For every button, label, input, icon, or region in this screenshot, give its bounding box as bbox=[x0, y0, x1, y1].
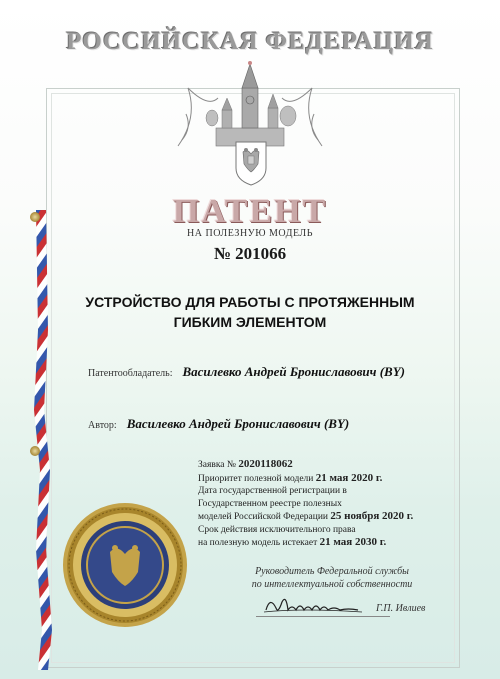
priority-label: Приоритет полезной модели bbox=[198, 473, 314, 484]
holder-row bbox=[88, 363, 405, 381]
author-label: Автор: bbox=[88, 420, 117, 431]
registration-block bbox=[198, 458, 458, 550]
patent-heading: ПАТЕНТ bbox=[172, 193, 328, 230]
reg-line-3: моделей Российской Федерации bbox=[198, 512, 329, 522]
reg-date-row bbox=[198, 510, 458, 524]
signer-role-line-2: по интеллектуальной собственности bbox=[251, 579, 413, 590]
reg-line-1: Дата государственной регистрации в bbox=[198, 486, 347, 496]
holder-value: Василевко Андрей Брониславович (BY) bbox=[182, 364, 406, 379]
priority-row bbox=[198, 472, 458, 486]
application-row bbox=[198, 458, 458, 472]
term-line-2: на полезную модель истекает bbox=[198, 538, 318, 548]
patent-number: № 201066 bbox=[213, 244, 287, 263]
application-label: Заявка № bbox=[198, 460, 236, 470]
invention-title-line-2: ГИБКИМ ЭЛЕМЕНТОМ bbox=[173, 314, 327, 330]
reg-line-2: Государственном реестре полезных bbox=[198, 498, 342, 509]
official-seal-icon bbox=[60, 500, 190, 630]
signature-line bbox=[256, 616, 390, 617]
country-heading: РОССИЙСКАЯ ФЕДЕРАЦИЯ bbox=[66, 28, 434, 55]
registration-date: 25 ноября 2020 г. bbox=[330, 510, 414, 522]
grommet-bottom bbox=[30, 446, 40, 456]
holder-label: Патентообладатель: bbox=[88, 368, 173, 379]
term-row bbox=[198, 536, 458, 550]
signer-role bbox=[232, 565, 432, 591]
application-number: 2020118062 bbox=[238, 458, 293, 470]
term-line-1: Срок действия исключительного права bbox=[198, 524, 356, 535]
author-value: Василевко Андрей Брониславович (BY) bbox=[126, 416, 350, 431]
invention-title bbox=[70, 292, 430, 332]
double-headed-eagle-icon bbox=[232, 140, 270, 186]
author-row bbox=[88, 415, 349, 433]
term-date: 21 мая 2030 г. bbox=[319, 536, 387, 548]
signer-name: Г.П. Ивлиев bbox=[376, 603, 426, 614]
kremlin-tower-icon bbox=[168, 58, 332, 150]
invention-title-line-1: УСТРОЙСТВО ДЛЯ РАБОТЫ С ПРОТЯЖЕННЫМ bbox=[85, 294, 415, 310]
patent-type: НА ПОЛЕЗНУЮ МОДЕЛЬ bbox=[187, 228, 313, 239]
priority-date: 21 мая 2020 г. bbox=[315, 471, 383, 484]
grommet-top bbox=[30, 212, 40, 222]
signer-role-line-1: Руководитель Федеральной службы bbox=[255, 566, 409, 577]
